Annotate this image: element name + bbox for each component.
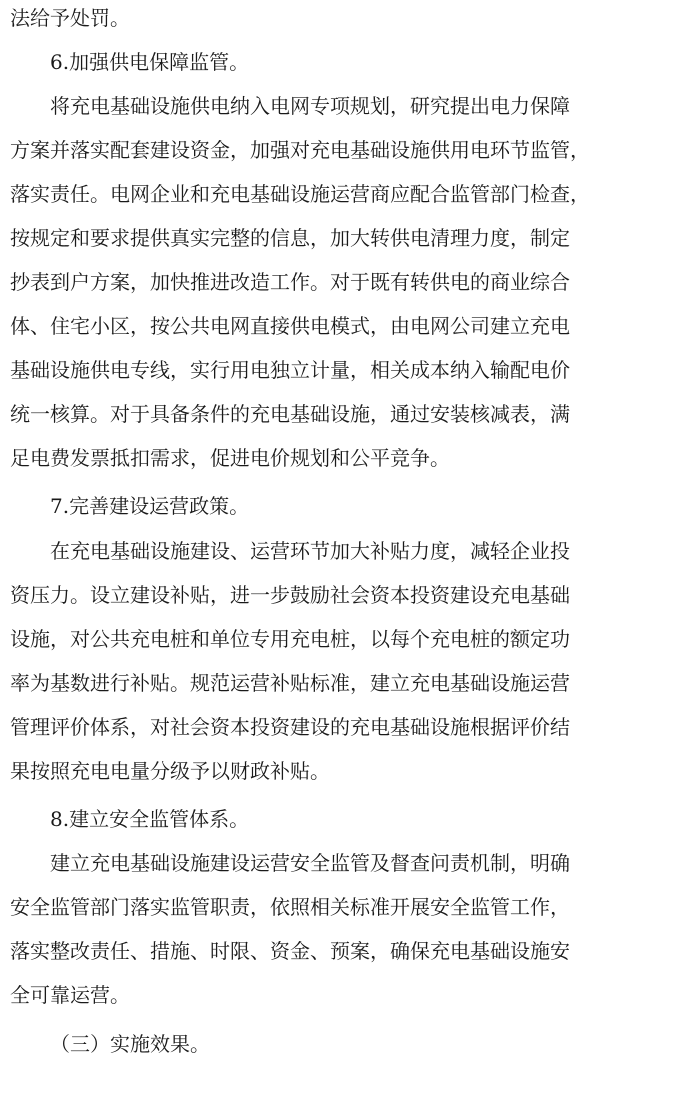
paragraph-line: 全可靠运营。 <box>10 983 130 1007</box>
paragraph-line: 基础设施供电专线，实行用电独立计量，相关成本纳入输配电价 <box>10 358 570 382</box>
paragraph-line: 法给予处罚。 <box>10 6 130 30</box>
paragraph-line: 按规定和要求提供真实完整的信息，加大转供电清理力度，制定 <box>10 226 570 250</box>
paragraph-line: 建立充电基础设施建设运营安全监管及督查问责机制，明确 <box>50 851 570 875</box>
section-heading-8: 8.建立安全监管体系。 <box>50 807 250 831</box>
paragraph-line: 将充电基础设施供电纳入电网专项规划，研究提出电力保障 <box>50 94 570 118</box>
section-heading-3: （三）实施效果。 <box>50 1032 210 1056</box>
paragraph-line: 方案并落实配套建设资金，加强对充电基础设施供用电环节监管， <box>10 138 590 162</box>
paragraph-line: 落实责任。电网企业和充电基础设施运营商应配合监管部门检查， <box>10 182 590 206</box>
paragraph-line: 管理评价体系，对社会资本投资建设的充电基础设施根据评价结 <box>10 715 570 739</box>
paragraph-line: 落实整改责任、措施、时限、资金、预案，确保充电基础设施安 <box>10 939 570 963</box>
paragraph-line: 资压力。设立建设补贴，进一步鼓励社会资本投资建设充电基础 <box>10 583 570 607</box>
paragraph-line: 抄表到户方案，加快推进改造工作。对于既有转供电的商业综合 <box>10 270 570 294</box>
paragraph-line: 设施，对公共充电桩和单位专用充电桩，以每个充电桩的额定功 <box>10 627 570 651</box>
section-heading-6: 6.加强供电保障监管。 <box>50 50 250 74</box>
paragraph-line: 体、住宅小区，按公共电网直接供电模式，由电网公司建立充电 <box>10 314 570 338</box>
paragraph-line: 统一核算。对于具备条件的充电基础设施，通过安装核减表，满 <box>10 402 570 426</box>
paragraph-line: 在充电基础设施建设、运营环节加大补贴力度，减轻企业投 <box>50 539 570 563</box>
section-heading-7: 7.完善建设运营政策。 <box>50 494 250 518</box>
paragraph-line: 足电费发票抵扣需求，促进电价规划和公平竞争。 <box>10 446 450 470</box>
paragraph-line: 率为基数进行补贴。规范运营补贴标准，建立充电基础设施运营 <box>10 671 570 695</box>
paragraph-line: 安全监管部门落实监管职责，依照相关标准开展安全监管工作， <box>10 895 570 919</box>
paragraph-line: 果按照充电电量分级予以财政补贴。 <box>10 759 330 783</box>
